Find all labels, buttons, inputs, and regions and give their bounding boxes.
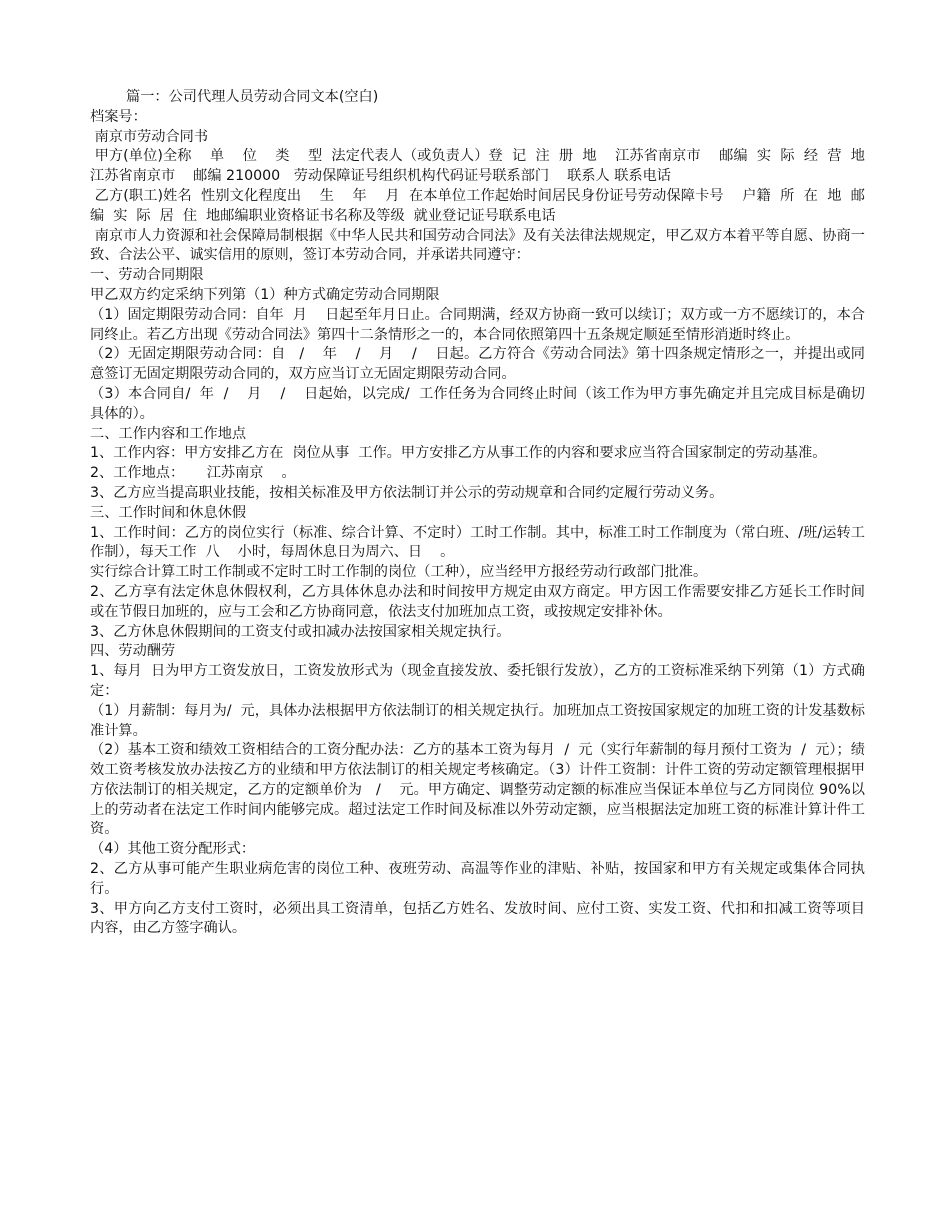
pay-option-1: （1）月薪制：每月为/ 元，具体办法根据甲方依法制订的相关规定执行。加班加点工资按国家规定的加班工资的计发基数标准计算。 xyxy=(90,702,865,739)
pay-clause-1: 1、每月 日为甲方工资发放日，工资发放形式为（现金直接发放、委托银行发放），乙方的工资标准采纳下列第（1）方式确定： xyxy=(90,663,865,699)
pay-clause-3: 3、甲方向乙方支付工资时，必须出具工资清单，包括乙方姓名、发放时间、应付工资、实发工资、代扣和扣减工资等项目内容，由乙方签字确认。 xyxy=(90,900,865,937)
section-heading-term: 一、劳动合同期限 xyxy=(90,267,204,284)
term-option-3: （3）本合同自/ 年 / 月 / 日起始，以完成/ 工作任务为合同终止时间（该工作为甲方事先确定并且完成目标是确切具体的）。 xyxy=(90,385,865,422)
hours-clause-1-note: 实行综合计算工时工作制或不定时工时工作制的岗位（工种），应当经甲方报经劳动行政部门批准。 xyxy=(90,564,708,581)
term-option-1: （1）固定期限劳动合同：自年 月 日起至年月日止。合同期满，经双方协商一致可以续订；双方或一方不愿续订的，本合同终止。若乙方出现《劳动合同法》第四十二条情形之一的，本合同依照第四十五条规定顺延至情形消逝时终止。 xyxy=(90,306,865,343)
section-heading-hours: 三、工作时间和休息休假 xyxy=(90,504,247,521)
hours-clause-1: 1、工作时间：乙方的岗位实行（标准、综合计算、不定时）工时工作制。其中，标准工时工作制度为（常白班、/班/运转工作制），每天工作 八 小时，每周休息日为周六、日 。 xyxy=(90,524,865,561)
party-a-info: 甲方(单位)全称 单 位 类 型 法定代表人（或负责人）登 记 注 册 地 江苏省南京市 邮编 实 际 经 营 地 江苏省南京市 邮编 210000 劳动保障证号组织机构代码证号联系部门 联系人 联系电话 xyxy=(90,148,884,185)
preamble: 南京市人力资源和社会保障局制根据《中华人民共和国劳动合同法》及有关法律法规规定，甲乙双方本着平等自愿、协商一致、合法公平、诚实信用的原则，签订本劳动合同，并承诺共同遵守： xyxy=(90,227,865,264)
term-option-2: （2）无固定期限劳动合同：自 / 年 / 月 / 日起。乙方符合《劳动合同法》第十四条规定情形之一，并提出或同意签订无固定期限劳动合同的，双方应当订立无固定期限劳动合同。 xyxy=(90,346,865,383)
work-skills: 3、乙方应当提高职业技能，按相关标准及甲方依法制订并公示的劳动规章和合同约定履行劳动义务。 xyxy=(90,484,724,501)
work-location: 2、工作地点： 江苏南京 。 xyxy=(90,465,296,482)
pay-option-2: （2）基本工资和绩效工资相结合的工资分配办法：乙方的基本工资为每月 / 元（实行年薪制的每月预付工资为 / 元）；绩效工资考核发放办法按乙方的业绩和甲方依法制订的相关规定考核确定。（3）计件工资制：计件工资的劳动定额管理根据甲方依法制订的相关规定，乙方的定额单价为 / 元。甲方确定、调整劳动定额的标准应当保证本单位与乙方同岗位 90%以上的劳动者在法定工作时间内能够完成。超过法定工作时间及标准以外劳动定额，应当根据法定加班工资的标准计算计件工资。 xyxy=(90,742,865,838)
archive-number-line: 档案号： xyxy=(90,108,147,125)
contract-heading: 南京市劳动合同书 xyxy=(90,128,209,145)
term-intro: 甲乙双方约定采纳下列第（1）种方式确定劳动合同期限 xyxy=(90,286,440,303)
document-body xyxy=(90,88,884,939)
hours-clause-2: 2、乙方享有法定休息休假权利，乙方具体休息办法和时间按甲方规定由双方商定。甲方因工作需要安排乙方延长工作时间或在节假日加班的，应与工会和乙方协商同意，依法支付加班加点工资，或按规定安排补休。 xyxy=(90,583,865,620)
hours-clause-3: 3、乙方休息休假期间的工资支付或扣减办法按国家相关规定执行。 xyxy=(90,623,511,640)
section-heading-pay: 四、劳动酬劳 xyxy=(90,643,176,660)
pay-clause-2: 2、乙方从事可能产生职业病危害的岗位工种、夜班劳动、高温等作业的津贴、补贴，按国家和甲方有关规定或集体合同执行。 xyxy=(90,861,865,897)
party-b-info: 乙方(职工)姓名 性别文化程度出 生 年 月 在本单位工作起始时间居民身份证号劳动保障卡号 户籍 所 在 地 邮编 实 际 居 住 地邮编职业资格证书名称及等级 就业登记证号联系电话 xyxy=(90,187,865,224)
section-heading-work: 二、工作内容和工作地点 xyxy=(90,425,247,442)
document-title: 篇一：公司代理人员劳动合同文本(空白) xyxy=(126,89,379,105)
pay-option-4: （4）其他工资分配形式： xyxy=(90,841,256,858)
work-content: 1、工作内容：甲方安排乙方在 岗位从事 工作。甲方安排乙方从事工作的内容和要求应当符合国家制定的劳动基准。 xyxy=(90,445,827,462)
